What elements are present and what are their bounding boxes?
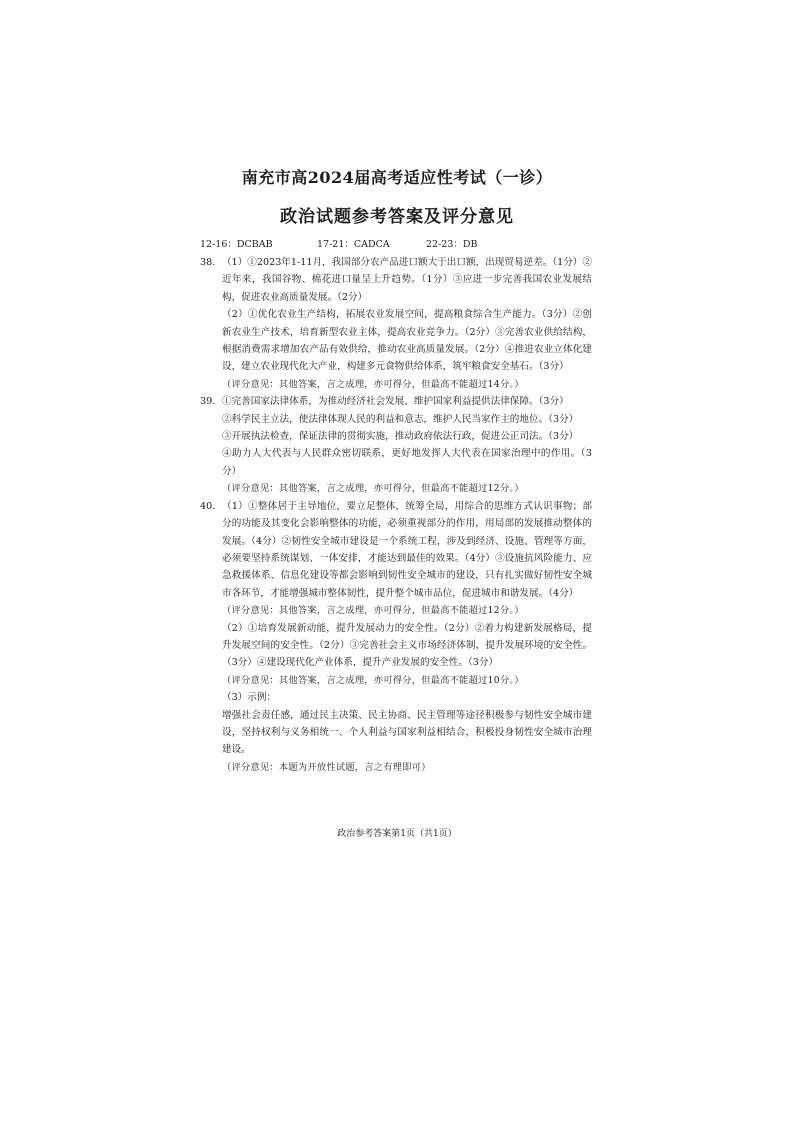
- question-40: [200, 498, 592, 777]
- page-subtitle: 政治试题参考答案及评分意见: [280, 207, 514, 227]
- answer-paragraph: （2）①培育发展新动能，提升发展动力的安全性。（2分）②着力构建新发展格局，提升发展空间的安全性。（2分）③完善社会主义市场经济体制，提升发展环境的安全性。（3分）④建设现代化产业体系，提升产业发展的安全性。（3分）: [222, 622, 592, 669]
- answer-item: ②科学民主立法，使法律体现人民的利益和意志，维护人民当家作主的地位。（3分）: [222, 413, 579, 425]
- scoring-note: （评分意见：其他答案，言之成理，亦可得分，但最高不能超过12分。）: [222, 483, 524, 495]
- mc-answer-group: 12-16：DCBAB: [200, 239, 273, 250]
- mc-answer-group: 17-21：CADCA: [317, 239, 390, 250]
- mc-answer-group: 22-23：DB: [426, 239, 478, 250]
- answer-paragraph: （1）①整体居于主导地位，要立足整体，统筹全局，用综合的思维方式认识事物；部分的功能及其变化会影响整体的功能，必须重视部分的作用，用局部的发展推动整体的发展。（4分）②韧性安全城市建设是一个系统工程，涉及到经济、设施、管理等方面，必须要坚持系统谋划、一体安排，才能达到最佳的效果。（4分）③设施抗风险能力、应急救援体系、信息化建设等都会影响到韧性安全城市的建设，只有扎实做好韧性安全城市各环节，才能增强城市整体韧性，提升整个城市品位，促进城市和谐发展。（4分）: [222, 500, 592, 599]
- answer-body: [200, 254, 592, 776]
- answer-item: ③开展执法检查，保证法律的贯彻实施，推动政府依法行政，促进公正司法。（3分）: [222, 431, 579, 443]
- answer-label: （3）示例：: [222, 692, 277, 704]
- scoring-note: （评分意见：其他答案，言之成理，亦可得分，但最高不能超过14分。）: [222, 378, 524, 390]
- question-39: [200, 393, 592, 497]
- page-footer: 政治参考答案第1页（共1页）: [337, 829, 457, 839]
- answer-item: ④助力人大代表与人民群众密切联系，更好地发挥人大代表在国家治理中的作用。（3分）: [222, 448, 592, 477]
- question-number: 39.: [200, 396, 216, 408]
- answer-paragraph: （1）①2023年1-11月，我国部分农产品进口额大于出口额，出现贸易逆差。（1分）②近年来，我国谷物、棉花进口量呈上升趋势。（1分）③应进一步完善我国农业发展结构，促进农业高质量发展。（2分）: [222, 257, 592, 303]
- answer-item: ①完善国家法律体系，为推动经济社会发展、维护国家利益提供法律保障。（3分）: [222, 396, 569, 408]
- answer-paragraph: 增强社会责任感，通过民主决策、民主协商、民主管理等途径积极参与韧性安全城市建设，坚持权利与义务相统一、个人利益与国家利益相结合，积极投身韧性安全城市治理建设。: [222, 709, 592, 756]
- multiple-choice-answers: [200, 236, 630, 250]
- question-38: [200, 254, 592, 393]
- page-title: 南充市高2024届高考适应性考试（一诊）: [241, 168, 553, 187]
- scoring-note: （评分意见：其他答案，言之成理，亦可得分，但最高不能超过12分。）: [222, 605, 524, 617]
- question-number: 40.: [200, 500, 216, 512]
- answer-paragraph: （2）①优化农业生产结构，拓展农业发展空间，提高粮食综合生产能力。（3分）②创新农业生产技术，培育新型农业主体，提高农业竞争力。（2分）③完善农业供给结构，根据消费需求增加农产品有效供给，推动农业高质量发展。（2分）④推进农业立体化建设，建立农业现代化大产业，构建多元食物供给体系，筑牢粮食安全基石。（3分）: [222, 309, 592, 373]
- question-number: 38.: [200, 257, 216, 268]
- scoring-note: （评分意见：本题为开放性试题，言之有理即可）: [222, 761, 431, 773]
- scoring-note: （评分意见：其他答案，言之成理，亦可得分，但最高不能超过10分。）: [222, 674, 524, 686]
